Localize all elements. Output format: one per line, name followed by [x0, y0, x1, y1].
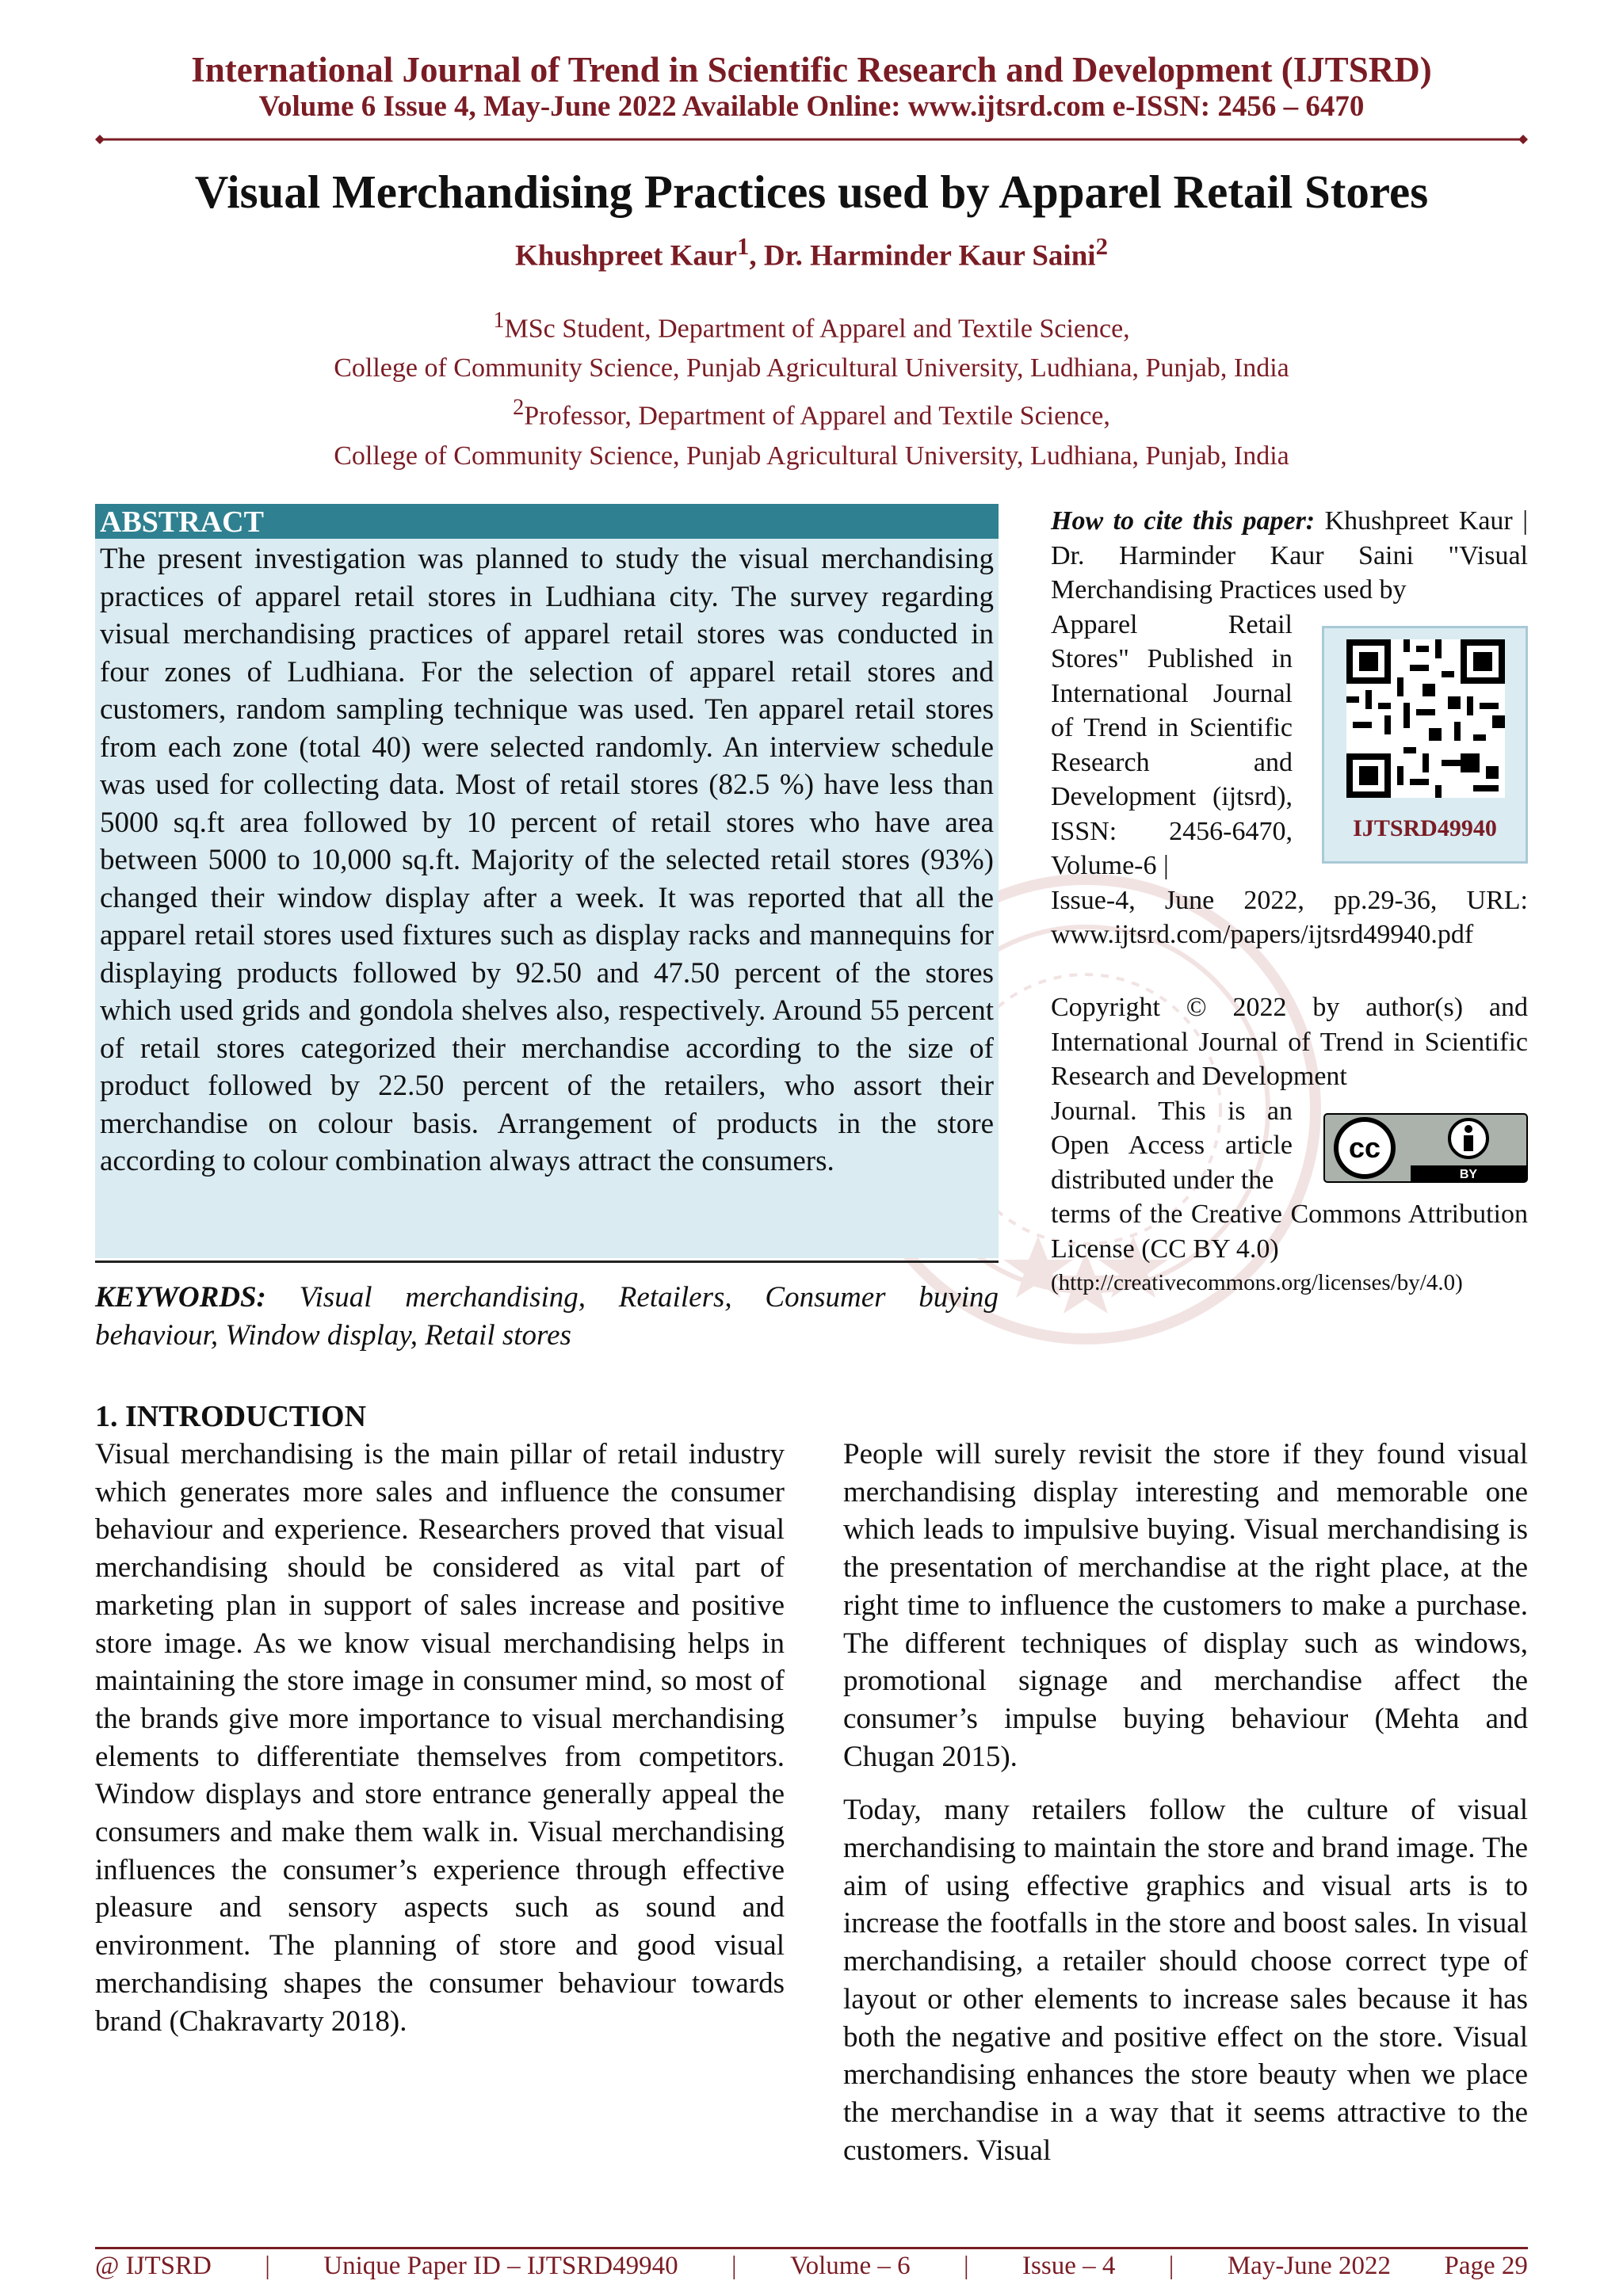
- footer-divider: [95, 2247, 1528, 2249]
- copyright-tail: terms of the Creative Commons Attribution License (CC BY 4.0): [1051, 1199, 1528, 1264]
- qr-code-card[interactable]: [1322, 626, 1528, 864]
- cc-text: cc: [1348, 1131, 1381, 1164]
- journal-issue-line: Volume 6 Issue 4, May-June 2022 Available Online: www.ijtsrd.com e-ISSN: 2456 – 6470: [258, 90, 1365, 123]
- citation-label: How to cite this paper:: [1051, 506, 1316, 536]
- affiliation-2-institution: College of Community Science, Punjab Agricultural University, Ludhiana, Punjab, India: [334, 441, 1289, 471]
- page-footer: [95, 2252, 1528, 2281]
- qr-code-label: IJTSRD49940: [1353, 815, 1497, 841]
- intro-paragraph-2: People will surely revisit the store if they found visual merchandising display interesting and memorable one which leads to impulsive buying. Visual merchandising is the presentation of merchandise at the right place, at the right time to influence the customers to make a purchase. The different techniques of display such as windows, promotional signage and merchandise affect the consumer’s impulse buying behaviour (Mehta and Chugan 2015).: [843, 1438, 1528, 1773]
- qr-code-icon: [1346, 639, 1505, 798]
- author-line: [0, 233, 1623, 273]
- affiliation-1-line1: MSc Student, Department of Apparel and Textile Science,: [504, 314, 1130, 344]
- header-divider: [95, 135, 1528, 144]
- affiliation-2-sup: 2: [513, 395, 525, 421]
- author-2: Dr. Harminder Kaur Saini: [763, 239, 1096, 273]
- citation-tail: Issue-4, June 2022, pp.29-36, URL: www.ijtsrd.com/papers/ijtsrd49940.pdf: [1051, 885, 1528, 949]
- cc-by-license-icon[interactable]: [1323, 1113, 1528, 1183]
- intro-left-column: [95, 1436, 785, 2040]
- footer-separator: |: [265, 2252, 270, 2280]
- author-1-sup: 1: [736, 233, 750, 260]
- affiliation-1-sup: 1: [493, 308, 505, 333]
- footer-page-number: Page 29: [1444, 2252, 1528, 2280]
- abstract-divider: [95, 1261, 999, 1263]
- author-1: Khushpreet Kaur: [514, 239, 737, 273]
- affiliation-2-line1: Professor, Department of Apparel and Textile Science,: [524, 401, 1110, 431]
- affiliation-2: [0, 388, 1623, 436]
- footer-separator: |: [964, 2252, 969, 2280]
- copyright-lead: Copyright © 2022 by author(s) and International Journal of Trend in Scientific Research and Development: [1051, 993, 1528, 1091]
- license-url[interactable]: (http://creativecommons.org/licenses/by/4.0): [1051, 1270, 1463, 1295]
- footer-separator: |: [731, 2252, 737, 2280]
- footer-paper-id: Unique Paper ID – IJTSRD49940: [323, 2252, 678, 2280]
- abstract-text: The present investigation was planned to study the visual merchandising practices of apparel retail stores in Ludhiana city. The survey regarding visual merchandising practices of apparel retail stores was conducted in four zones of Ludhiana. For the selection of apparel retail stores and customers, random sampling technique was used. Ten apparel retail stores from each zone (total 40) were selected randomly. An interview schedule was used for collecting data. Most of retail stores (82.5 %) have less than 5000 sq.ft area followed by 10 percent of retail stores who have area between 5000 to 10,000 sq.ft. Majority of the selected retail stores (93%) changed their window display after a week. It was reported that all the apparel retail stores used fixtures such as display racks and mannequins for displaying products followed by 92.50 and 47.50 percent of the stores which used grids and gondola shelves also, respectively. Around 55 percent of retail stores categorized their merchandise according to the size of product followed by 22.50 percent of the retailers, who assort their merchandise on colour basis. Arrangement of products in the store according to colour combination always attract the consumers.: [100, 543, 994, 1177]
- intro-paragraph-1: Visual merchandising is the main pillar of retail industry which generates more sales and influence the consumer behaviour and experience. Researchers proved that visual merchandising should be considered as vital part of marketing plan in support of sales increase and positive store image. As we know visual merchandising helps in maintaining the store image in consumer mind, so most of the brands give more importance to visual merchandising elements to differentiate themselves from competitors. Window displays and store entrance generally appeal the consumers and make them walk in. Visual merchandising influences the consumer’s experience through effective pleasure and sensory aspects such as sound and environment. The planning of store and good visual merchandising shapes the consumer behaviour towards brand (Chakravarty 2018).: [95, 1438, 785, 2038]
- affiliation-1-institution: College of Community Science, Punjab Agricultural University, Ludhiana, Punjab, India: [334, 353, 1289, 383]
- abstract-heading: ABSTRACT: [95, 504, 999, 539]
- intro-paragraph-3: Today, many retailers follow the culture of visual merchandising to maintain the store and brand image. The aim of using effective graphics and visual arts is to increase the footfalls in the store and boost sales. In visual merchandising, a retailer should choose correct type of layout or other elements to increase sales because it has both the negative and positive effect on the store. Visual merchandising enhances the store beauty when we place the merchandise in a way that it seems attractive to the customers. Visual: [843, 1794, 1528, 2167]
- paper-title: Visual Merchandising Practices used by Apparel Retail Stores: [194, 166, 1429, 218]
- keywords-text: Visual merchandising, Retailers, Consumer buying behaviour, Window display, Retail stores: [95, 1281, 999, 1352]
- keywords-label: KEYWORDS:: [95, 1281, 266, 1314]
- footer-volume: Volume – 6: [790, 2252, 911, 2280]
- abstract-box: [95, 504, 999, 1258]
- journal-name: International Journal of Trend in Scientific Research and Development (IJTSRD): [191, 50, 1432, 90]
- footer-date: May-June 2022: [1227, 2252, 1392, 2280]
- keywords: [95, 1279, 999, 1355]
- footer-issue: Issue – 4: [1022, 2252, 1116, 2280]
- citation-lead: Khushpreet Kaur | Dr. Harminder Kaur Saini "Visual Merchandising Practices used by: [1051, 506, 1529, 605]
- copyright-wrapped-text: Journal. This is an Open Access article distributed under the: [1051, 1096, 1293, 1195]
- intro-right-column: [843, 1436, 1528, 2169]
- affiliations: [0, 301, 1623, 476]
- author-separator: ,: [749, 239, 764, 273]
- author-2-sup: 2: [1095, 233, 1108, 260]
- footer-separator: |: [1168, 2252, 1174, 2280]
- affiliation-1: [0, 301, 1623, 349]
- section-heading-introduction: 1. INTRODUCTION: [95, 1400, 367, 1433]
- by-text: BY: [1459, 1168, 1478, 1181]
- footer-journal: @ IJTSRD: [95, 2252, 212, 2280]
- journal-header: [0, 49, 1623, 124]
- citation-wrapped-text: Apparel Retail Stores" Published in International Journal of Trend in Scientific Research and Development (ijtsrd), ISSN: 2456-6470, Volume-6 |: [1051, 609, 1293, 880]
